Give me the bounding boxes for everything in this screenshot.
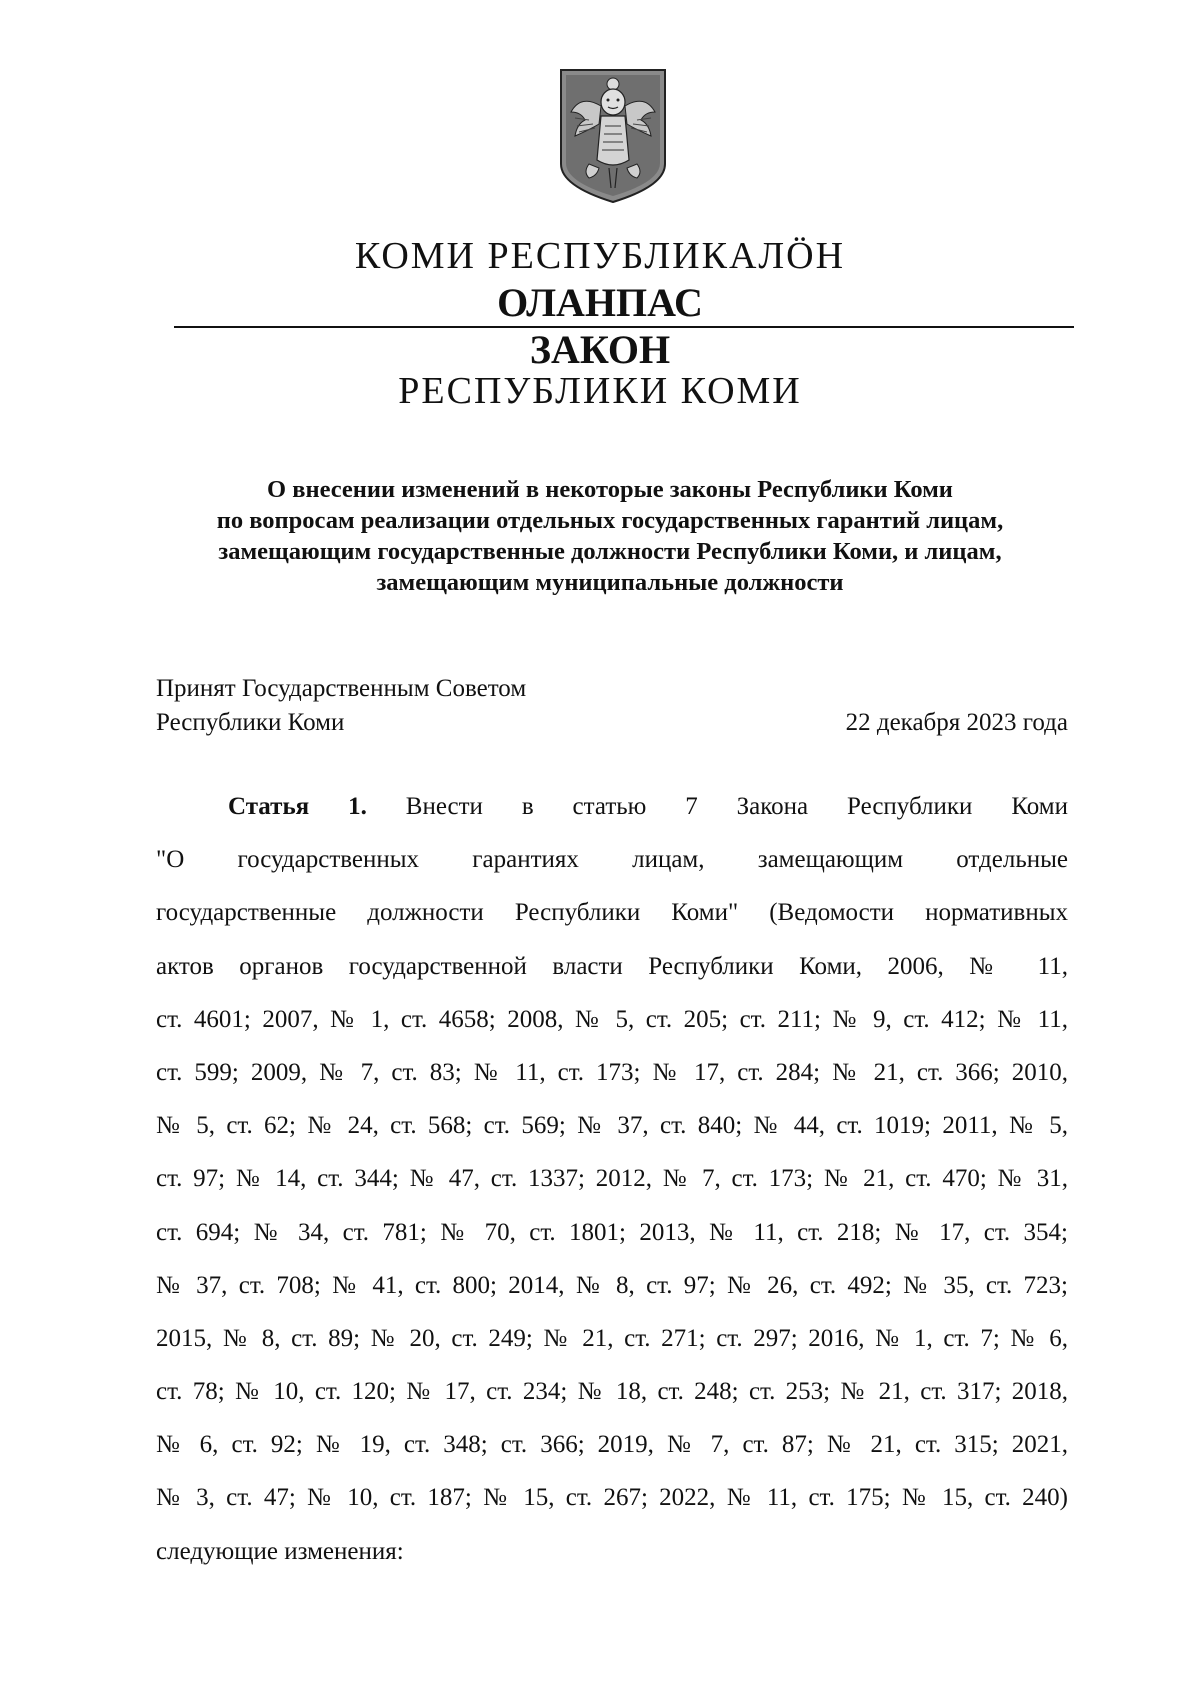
article-line: № 5, ст. 62; № 24, ст. 568; ст. 569; № 37, ст. 840; № 44, ст. 1019; 2011, № 5, bbox=[156, 1112, 1068, 1140]
article-line: № 37, ст. 708; № 41, ст. 800; 2014, № 8, ст. 97; № 26, ст. 492; № 35, ст. 723; bbox=[156, 1271, 1068, 1299]
article-body bbox=[156, 790, 1068, 1588]
article-line: актов органов государственной власти Республики Коми, 2006, № 11, bbox=[156, 952, 1068, 980]
article-line: "О государственных гарантиях лицам, замещающим отдельные bbox=[156, 846, 1068, 874]
article-label: Статья 1. bbox=[228, 793, 367, 820]
article-line: 2015, № 8, ст. 89; № 20, ст. 249; № 21, ст. 271; ст. 297; 2016, № 1, ст. 7; № 6, bbox=[156, 1324, 1068, 1352]
article-line: ст. 694; № 34, ст. 781; № 70, ст. 1801; 2013, № 11, ст. 218; № 17, ст. 354; bbox=[156, 1218, 1068, 1246]
article-line bbox=[156, 790, 1068, 843]
law-title-line: замещающим муниципальные должности bbox=[376, 569, 844, 596]
komi-republic-heading: КОМИ РЕСПУБЛИКАЛӦН bbox=[354, 235, 846, 277]
komi-coat-of-arms-emblem bbox=[559, 68, 667, 204]
article-line: № 6, ст. 92; № 19, ст. 348; ст. 366; 2019, № 7, ст. 87; № 21, ст. 315; 2021, bbox=[156, 1431, 1068, 1459]
article-line: ст. 97; № 14, ст. 344; № 47, ст. 1337; 2012, № 7, ст. 173; № 21, ст. 470; № 31, bbox=[156, 1165, 1068, 1193]
article-line: ст. 599; 2009, № 7, ст. 83; № 11, ст. 173; № 17, ст. 284; № 21, ст. 366; 2010, bbox=[156, 1058, 1068, 1086]
zakon-heading: ЗАКОН bbox=[529, 327, 671, 372]
adoption-line: Принят Государственным Советом bbox=[156, 675, 527, 702]
law-title-line: замещающим государственные должности Республики Коми, и лицам, bbox=[218, 538, 1002, 565]
article-line: ст. 4601; 2007, № 1, ст. 4658; 2008, № 5, ст. 205; ст. 211; № 9, ст. 412; № 11, bbox=[156, 1005, 1068, 1033]
article-line: ст. 78; № 10, ст. 120; № 17, ст. 234; № 18, ст. 248; ст. 253; № 21, ст. 317; 2018, bbox=[156, 1378, 1068, 1406]
law-title bbox=[110, 474, 1110, 598]
article-line: государственные должности Республики Коми" (Ведомости нормативных bbox=[156, 899, 1068, 927]
article-line: № 3, ст. 47; № 10, ст. 187; № 15, ст. 267; 2022, № 11, ст. 175; № 15, ст. 240) bbox=[156, 1484, 1068, 1512]
olanpas-heading: ОЛАНПАС bbox=[497, 280, 703, 325]
adoption-line: Республики Коми bbox=[156, 709, 345, 736]
article-text: Внести в статью 7 Закона Республики Коми bbox=[405, 793, 1068, 820]
article-line: следующие изменения: bbox=[156, 1537, 404, 1565]
law-title-line: О внесении изменений в некоторые законы Республики Коми bbox=[267, 476, 953, 503]
adoption-date: 22 декабря 2023 года bbox=[845, 709, 1068, 736]
adoption-statement bbox=[156, 672, 526, 740]
law-title-line: по вопросам реализации отдельных государственных гарантий лицам, bbox=[216, 507, 1004, 534]
republic-heading: РЕСПУБЛИКИ КОМИ bbox=[398, 370, 802, 412]
